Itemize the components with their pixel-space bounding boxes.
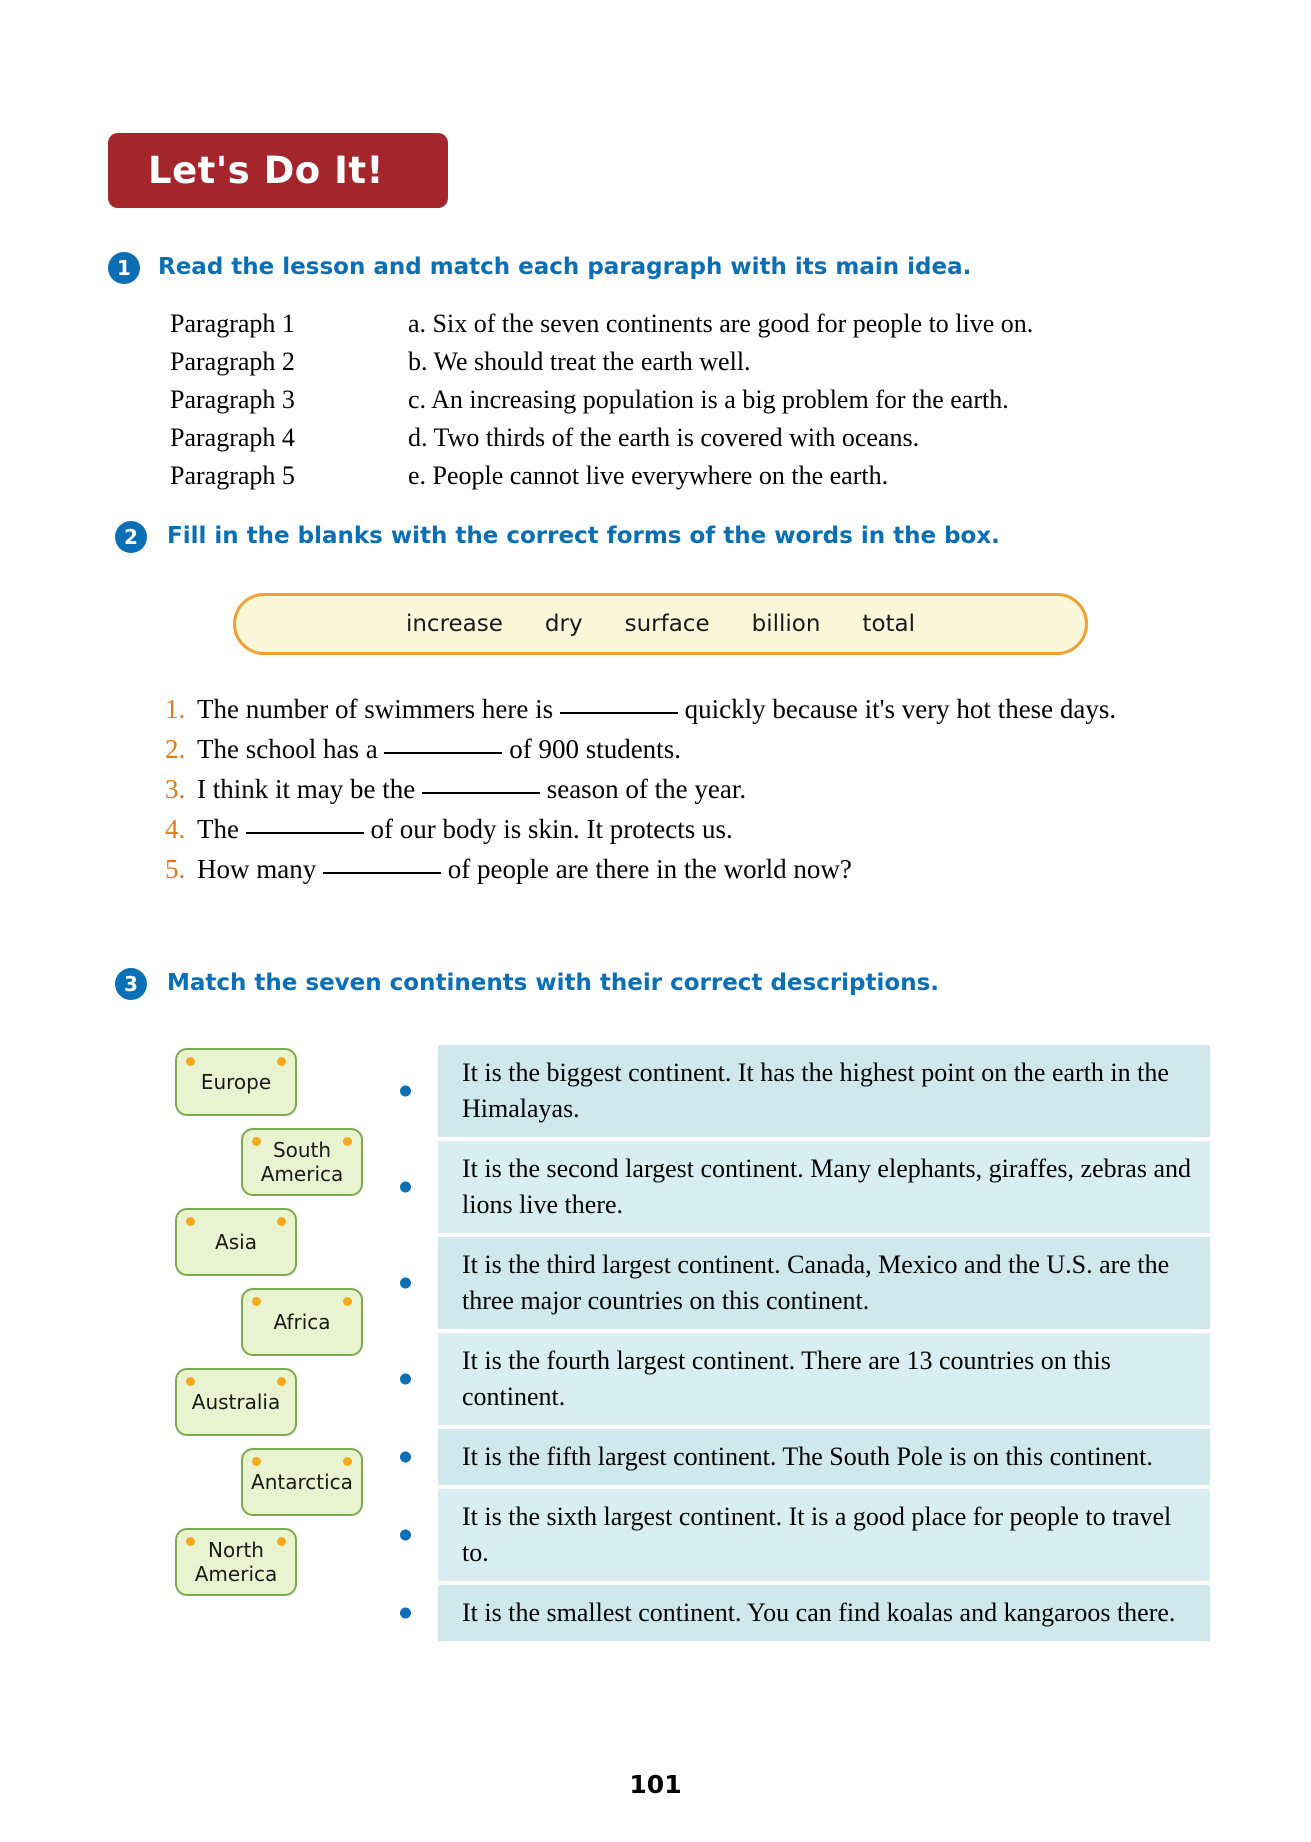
fill-item-text-after: quickly because it's very hot these days. xyxy=(677,694,1117,724)
pin-dot-icon xyxy=(343,1137,352,1146)
fill-in-item xyxy=(165,770,1165,808)
continent-label: Africa xyxy=(273,1310,331,1334)
continent-description[interactable] xyxy=(438,1489,1210,1581)
pin-dot-icon xyxy=(343,1457,352,1466)
fill-item-text-before: The school has a xyxy=(197,734,385,764)
connector-dot-icon xyxy=(400,1608,411,1619)
pin-dot-icon xyxy=(186,1217,195,1226)
answer-blank[interactable] xyxy=(323,872,441,874)
connector-dot-icon xyxy=(400,1530,411,1541)
continent-card-antarctica[interactable] xyxy=(241,1448,363,1516)
connector-dot-icon xyxy=(400,1452,411,1463)
fill-in-item xyxy=(165,690,1165,728)
pin-dot-icon xyxy=(186,1377,195,1386)
answer-blank[interactable] xyxy=(246,832,364,834)
continent-card-europe[interactable] xyxy=(175,1048,297,1116)
pin-dot-icon xyxy=(277,1057,286,1066)
main-idea-item: c. An increasing population is a big problem for the earth. xyxy=(408,385,1009,414)
main-idea-item: b. We should treat the earth well. xyxy=(408,347,751,376)
paragraph-label: Paragraph 2 xyxy=(170,347,295,376)
answer-blank[interactable] xyxy=(560,712,678,714)
continent-description[interactable] xyxy=(438,1333,1210,1425)
continent-card-australia[interactable] xyxy=(175,1368,297,1436)
continent-card-africa[interactable] xyxy=(241,1288,363,1356)
continent-description-text: It is the fourth largest continent. There are 13 countries on this continent. xyxy=(462,1346,1111,1411)
pin-dot-icon xyxy=(277,1217,286,1226)
continent-card-list xyxy=(175,1048,385,1608)
pin-dot-icon xyxy=(277,1377,286,1386)
word-bank-item: total xyxy=(862,611,916,637)
fill-item-text-before: The number of swimmers here is xyxy=(197,694,560,724)
page-number: 101 xyxy=(629,1770,682,1799)
continent-description[interactable] xyxy=(438,1237,1210,1329)
task-number-2: 2 xyxy=(115,521,147,553)
continent-label: Australia xyxy=(191,1390,281,1414)
continent-description[interactable] xyxy=(438,1429,1210,1485)
fill-in-item xyxy=(165,810,1165,848)
continent-label: North America xyxy=(194,1538,278,1586)
task-number-3: 3 xyxy=(115,968,147,1000)
continent-description[interactable] xyxy=(438,1045,1210,1137)
fill-item-text-after: of our body is skin. It protects us. xyxy=(363,814,733,844)
pin-dot-icon xyxy=(252,1137,261,1146)
connector-dot-icon xyxy=(400,1374,411,1385)
continent-label: Asia xyxy=(215,1230,257,1254)
main-idea-list xyxy=(408,305,1033,495)
continent-card-south-america[interactable] xyxy=(241,1128,363,1196)
word-bank-item: billion xyxy=(751,611,821,637)
fill-item-text xyxy=(197,810,1165,848)
fill-item-number: 1. xyxy=(165,694,186,724)
fill-item-text xyxy=(197,850,1165,888)
pin-dot-icon xyxy=(186,1057,195,1066)
main-idea-item: d. Two thirds of the earth is covered with oceans. xyxy=(408,423,920,452)
continent-description-text: It is the fifth largest continent. The South Pole is on this continent. xyxy=(462,1442,1153,1471)
pin-dot-icon xyxy=(343,1297,352,1306)
fill-item-text-before: The xyxy=(197,814,246,844)
paragraph-label: Paragraph 1 xyxy=(170,309,295,338)
section-banner xyxy=(108,133,448,208)
continent-description-text: It is the third largest continent. Canada, Mexico and the U.S. are the three major countries on this continent. xyxy=(462,1250,1170,1315)
fill-item-number: 4. xyxy=(165,814,186,844)
word-bank-box xyxy=(233,593,1088,655)
continent-label: Europe xyxy=(200,1070,272,1094)
continent-description[interactable] xyxy=(438,1141,1210,1233)
paragraph-label-list xyxy=(170,305,295,495)
task-title-2: Fill in the blanks with the correct forms of the words in the box. xyxy=(167,523,1000,549)
pin-dot-icon xyxy=(277,1537,286,1546)
fill-in-the-blank-list xyxy=(165,690,1165,890)
fill-in-item xyxy=(165,850,1165,888)
continent-card-north-america[interactable] xyxy=(175,1528,297,1596)
task-title-3: Match the seven continents with their correct descriptions. xyxy=(167,970,940,996)
continent-description[interactable] xyxy=(438,1585,1210,1641)
fill-item-number: 5. xyxy=(165,854,186,884)
fill-item-text-after: of 900 students. xyxy=(502,734,681,764)
continent-description-text: It is the smallest continent. You can find koalas and kangaroos there. xyxy=(462,1598,1176,1627)
continent-card-asia[interactable] xyxy=(175,1208,297,1276)
paragraph-label: Paragraph 5 xyxy=(170,461,295,490)
fill-item-number: 2. xyxy=(165,734,186,764)
answer-blank[interactable] xyxy=(384,752,502,754)
connector-dot-icon xyxy=(400,1086,411,1097)
task-title-1: Read the lesson and match each paragraph with its main idea. xyxy=(158,254,972,280)
main-idea-item: e. People cannot live everywhere on the earth. xyxy=(408,461,889,490)
pin-dot-icon xyxy=(186,1537,195,1546)
word-bank-item: increase xyxy=(405,611,503,637)
fill-item-text xyxy=(197,730,1165,768)
fill-in-item xyxy=(165,730,1165,768)
paragraph-label: Paragraph 4 xyxy=(170,423,295,452)
fill-item-text xyxy=(197,690,1165,728)
main-idea-item: a. Six of the seven continents are good for people to live on. xyxy=(408,309,1034,338)
paragraph-label: Paragraph 3 xyxy=(170,385,295,414)
word-bank-item: dry xyxy=(544,611,583,637)
continent-description-text: It is the sixth largest continent. It is a good place for people to travel to. xyxy=(462,1502,1172,1567)
connector-dot-icon xyxy=(400,1182,411,1193)
task-number-1: 1 xyxy=(108,252,140,284)
fill-item-number: 3. xyxy=(165,774,186,804)
fill-item-text-after: season of the year. xyxy=(539,774,747,804)
continent-label: South America xyxy=(260,1138,344,1186)
fill-item-text xyxy=(197,770,1165,808)
connector-dot-icon xyxy=(400,1278,411,1289)
fill-item-text-before: How many xyxy=(197,854,323,884)
continent-description-list xyxy=(438,1045,1210,1645)
continent-description-text: It is the second largest continent. Many elephants, giraffes, zebras and lions live there. xyxy=(462,1154,1191,1219)
pin-dot-icon xyxy=(252,1297,261,1306)
fill-item-text-after: of people are there in the world now? xyxy=(440,854,852,884)
fill-item-text-before: I think it may be the xyxy=(197,774,422,804)
answer-blank[interactable] xyxy=(422,792,540,794)
continent-label: Antarctica xyxy=(251,1470,353,1494)
pin-dot-icon xyxy=(252,1457,261,1466)
continent-description-text: It is the biggest continent. It has the highest point on the earth in the Himalayas. xyxy=(462,1058,1169,1123)
banner-title: Let's Do It! xyxy=(148,149,384,192)
word-bank-item: surface xyxy=(624,611,710,637)
